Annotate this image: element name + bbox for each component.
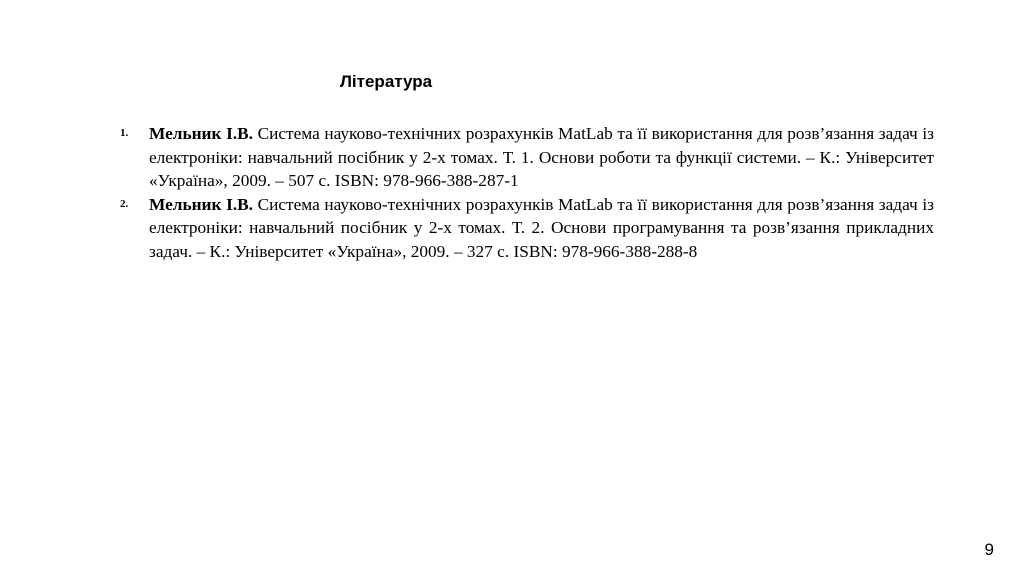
- reference-text: Система науково-технічних розрахунків MatLab та її використання для розв’язання задач із електроніки: навчальний посібник у 2-х томах. Т. 1. Основи роботи та функції системи. – К.: Університет «Україна», 2009. – 507 с. ISBN: 978-966-388-287-1: [149, 124, 935, 191]
- page-title: Література: [340, 72, 433, 91]
- reference-author: Мельник І.В.: [149, 194, 253, 214]
- reference-author: Мельник І.В.: [149, 124, 253, 143]
- reference-item: [110, 122, 934, 193]
- page-number: 9: [984, 540, 994, 559]
- reference-item: [110, 193, 934, 264]
- reference-number: 2.: [120, 197, 129, 210]
- reference-number: 1.: [120, 127, 129, 139]
- reference-text: Система науково-технічних розрахунків MatLab та її використання для розв’язання задач із електроніки: навчальний посібник у 2-х томах. Т. 2. Основи програмування та розв’язання прикладних задач. – К.: Університет «Україна», 2009. – 327 с. ISBN: 978-966-388-288-8: [149, 194, 935, 261]
- reference-list: [110, 122, 934, 264]
